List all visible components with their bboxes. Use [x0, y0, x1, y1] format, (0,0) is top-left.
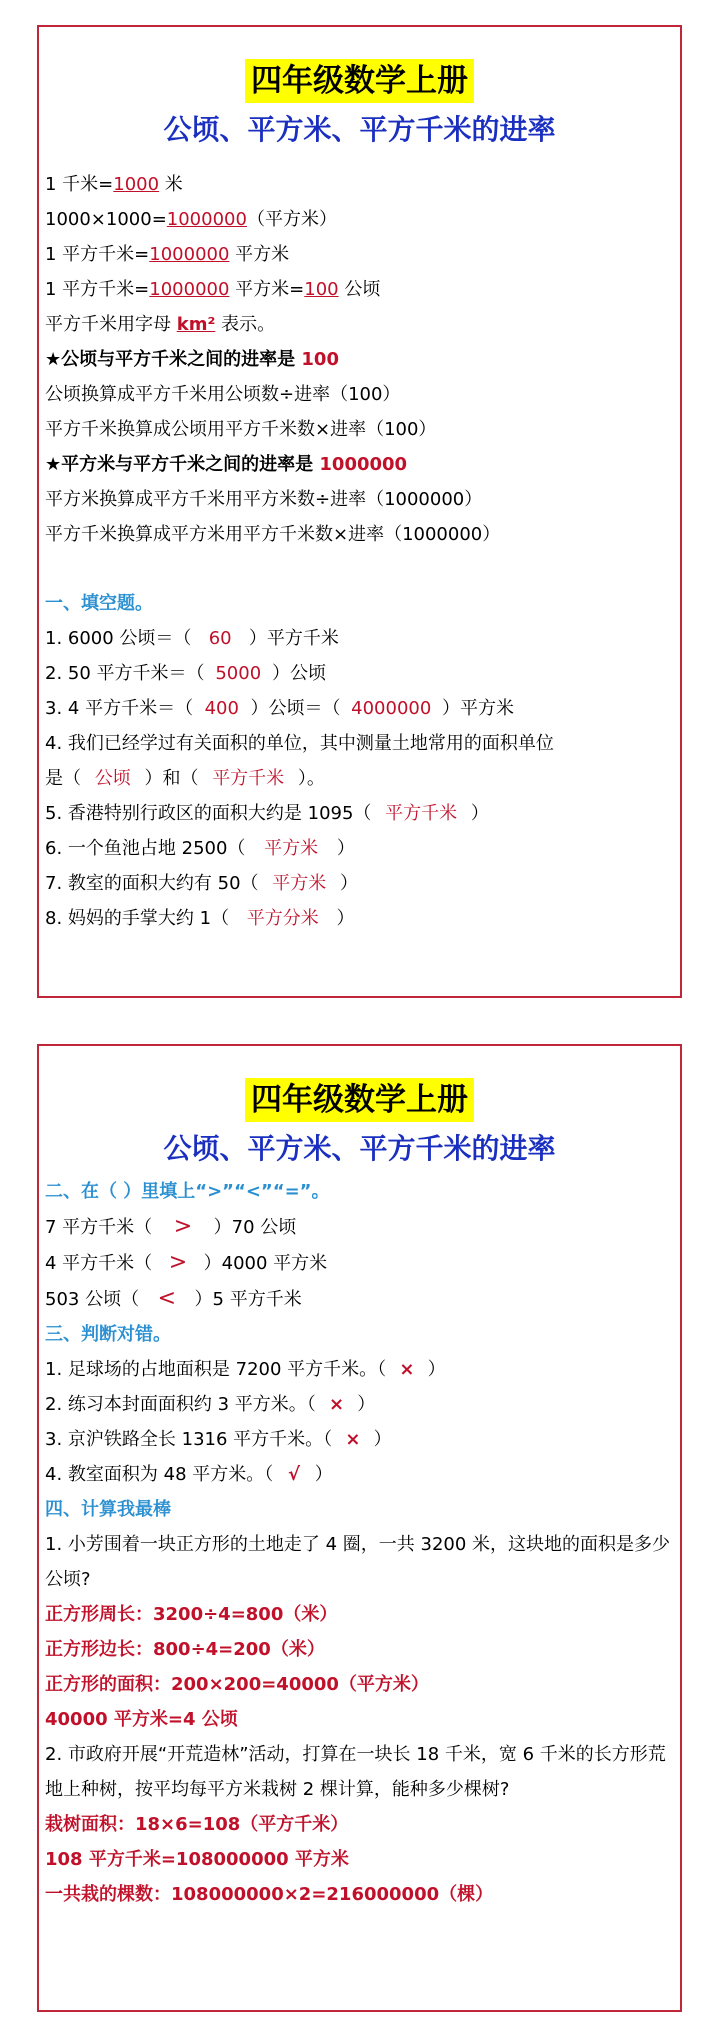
text: ）平方米 — [436, 698, 514, 719]
text: 表示。 — [215, 314, 276, 335]
section-2 — [39, 1174, 680, 1317]
text: ） — [331, 838, 355, 859]
text: 平方千米用字母 — [45, 314, 177, 335]
answer: × — [399, 1359, 415, 1380]
text: 7 平方千米（ — [45, 1217, 158, 1238]
compare-1 — [45, 1209, 680, 1245]
question-3 — [45, 691, 680, 726]
text: ）和（ — [138, 768, 205, 789]
text: 公顷 — [338, 279, 381, 300]
title-wrap — [39, 1078, 680, 1122]
answer: 1000000 — [149, 244, 230, 265]
text: （平方米） — [246, 209, 337, 230]
section-1 — [39, 586, 680, 936]
problem-2-step-1: 栽树面积：18×6=108（平方千米） — [45, 1814, 349, 1835]
answer: √ — [287, 1464, 300, 1485]
text: 1 千米= — [45, 174, 114, 195]
section-2-heading: 二、在（ ）里填上“>”“<”“=”。 — [45, 1181, 330, 1202]
text: ★公顷与平方千米之间的进率是 — [45, 349, 302, 370]
question-8 — [45, 901, 680, 936]
judge-3 — [45, 1422, 680, 1457]
intro-line-8: 平方千米换算成公顷用平方千米数×进率（100） — [45, 419, 437, 440]
intro-block — [39, 167, 680, 552]
text: 1. 足球场的占地面积是 7200 平方千米。（ — [45, 1359, 392, 1380]
intro-line-4 — [45, 272, 680, 307]
page-title: 四年级数学上册 — [245, 59, 474, 103]
page-title: 四年级数学上册 — [245, 1078, 474, 1122]
page-subtitle: 公顷、平方米、平方千米的进率 — [163, 113, 556, 146]
section-3 — [39, 1317, 680, 1492]
text: ） — [351, 1394, 376, 1415]
text: 4. 教室面积为 48 平方米。（ — [45, 1464, 279, 1485]
answer: 公顷 — [94, 768, 131, 789]
problem-1-step-4: 40000 平方米=4 公顷 — [45, 1709, 238, 1730]
text: 8. 妈妈的手掌大约 1（ — [45, 908, 235, 929]
text: 2. 50 平方千米＝（ — [45, 663, 211, 684]
judge-1 — [45, 1352, 680, 1387]
answer: × — [345, 1429, 361, 1450]
text: 2. 练习本封面面积约 3 平方米。（ — [45, 1394, 322, 1415]
text: 1 平方千米= — [45, 244, 150, 265]
text: ） — [334, 873, 358, 894]
text: ）。 — [292, 768, 325, 789]
intro-line-5 — [45, 307, 680, 342]
text: 米 — [159, 174, 183, 195]
problem-1-step-1: 正方形周长：3200÷4=800（米） — [45, 1604, 338, 1625]
text: 1000×1000= — [45, 209, 167, 230]
text: 平方米= — [229, 279, 305, 300]
unit-symbol: km² — [176, 314, 216, 335]
section-4-heading: 四、计算我最棒 — [45, 1499, 171, 1520]
intro-line-10: 平方米换算成平方千米用平方米数÷进率（1000000） — [45, 489, 483, 510]
title-wrap — [39, 59, 680, 103]
text: 是（ — [45, 768, 87, 789]
answer: 4000000 — [351, 698, 432, 719]
intro-line-11: 平方千米换算成平方米用平方千米数×进率（1000000） — [45, 524, 501, 545]
answer: 平方分米 — [246, 908, 319, 929]
text: 6. 一个鱼池占地 2500（ — [45, 838, 252, 859]
answer: 100 — [304, 279, 339, 300]
problem-1-step-2: 正方形边长：800÷4=200（米） — [45, 1639, 325, 1660]
problem-1-step-3: 正方形的面积：200×200=40000（平方米） — [45, 1674, 429, 1695]
text: 3. 京沪铁路全长 1316 平方千米。（ — [45, 1429, 338, 1450]
answer: < — [157, 1286, 177, 1311]
spacer — [39, 552, 680, 586]
judge-4 — [45, 1457, 680, 1492]
answer: 100 — [301, 349, 339, 370]
text: 1. 6000 公顷＝（ — [45, 628, 198, 649]
intro-line-3 — [45, 237, 680, 272]
question-4-line-2 — [45, 761, 680, 796]
text: ★平方米与平方千米之间的进率是 — [45, 454, 320, 475]
section-4 — [39, 1492, 680, 1912]
text: 503 公顷（ — [45, 1289, 145, 1310]
text: ） — [367, 1429, 392, 1450]
worksheet-page-2 — [37, 1044, 682, 2012]
text: ）4000 平方米 — [197, 1253, 328, 1274]
question-7 — [45, 866, 680, 901]
question-1 — [45, 621, 680, 656]
answer: 平方千米 — [212, 768, 285, 789]
text: ）公顷 — [266, 663, 326, 684]
text: ）平方千米 — [243, 628, 339, 649]
intro-line-2 — [45, 202, 680, 237]
page-subtitle: 公顷、平方米、平方千米的进率 — [163, 1132, 556, 1165]
text: ） — [465, 803, 489, 824]
text: ） — [308, 1464, 333, 1485]
intro-line-7: 公顷换算成平方千米用公顷数÷进率（100） — [45, 384, 401, 405]
intro-line-6 — [45, 342, 680, 377]
answer: 60 — [208, 628, 232, 649]
problem-1: 1. 小芳围着一块正方形的土地走了 4 圈，一共 3200 米，这块地的面积是多少公顷? — [45, 1534, 671, 1590]
answer: > — [173, 1214, 193, 1239]
question-6 — [45, 831, 680, 866]
answer: × — [328, 1394, 345, 1415]
text: 平方米 — [229, 244, 290, 265]
compare-3 — [45, 1281, 680, 1317]
text: 4 平方千米（ — [45, 1253, 158, 1274]
question-5 — [45, 796, 680, 831]
section-1-heading: 一、填空题。 — [45, 593, 153, 614]
text: ） — [330, 908, 355, 929]
answer: 400 — [204, 698, 239, 719]
intro-line-9 — [45, 447, 680, 482]
text: 1 平方千米= — [45, 279, 150, 300]
answer: 1000 — [113, 174, 160, 195]
question-2 — [45, 656, 680, 691]
section-3-heading: 三、判断对错。 — [45, 1324, 171, 1345]
problem-2-step-2: 108 平方千米=108000000 平方米 — [45, 1849, 349, 1870]
judge-2 — [45, 1387, 680, 1422]
text: ）公顷＝（ — [244, 698, 347, 719]
question-4-line-1: 4. 我们已经学过有关面积的单位，其中测量土地常用的面积单位 — [45, 733, 554, 754]
text: 3. 4 平方千米＝（ — [45, 698, 199, 719]
problem-2: 2. 市政府开展“开荒造林”活动，打算在一块长 18 千米，宽 6 千米的长方形荒地上种树，按平均每平方米栽树 2 棵计算，能种多少棵树? — [45, 1744, 666, 1800]
answer: 1000000 — [319, 454, 408, 475]
worksheet-page-1 — [37, 25, 682, 998]
answer: 5000 — [215, 663, 262, 684]
text: ） — [421, 1359, 446, 1380]
problem-2-step-3: 一共栽的棵数：108000000×2=216000000（棵） — [45, 1884, 494, 1905]
text: 7. 教室的面积大约有 50（ — [45, 873, 265, 894]
answer: 1000000 — [149, 279, 230, 300]
compare-2 — [45, 1245, 680, 1281]
answer: 平方米 — [272, 873, 327, 894]
answer: 平方米 — [264, 838, 319, 859]
text: 5. 香港特别行政区的面积大约是 1095（ — [45, 803, 378, 824]
text: ）5 平方千米 — [188, 1289, 302, 1310]
answer: 1000000 — [166, 209, 247, 230]
intro-line-1 — [45, 167, 680, 202]
answer: 平方千米 — [385, 803, 458, 824]
text: ）70 公顷 — [207, 1217, 297, 1238]
answer: > — [168, 1250, 188, 1275]
